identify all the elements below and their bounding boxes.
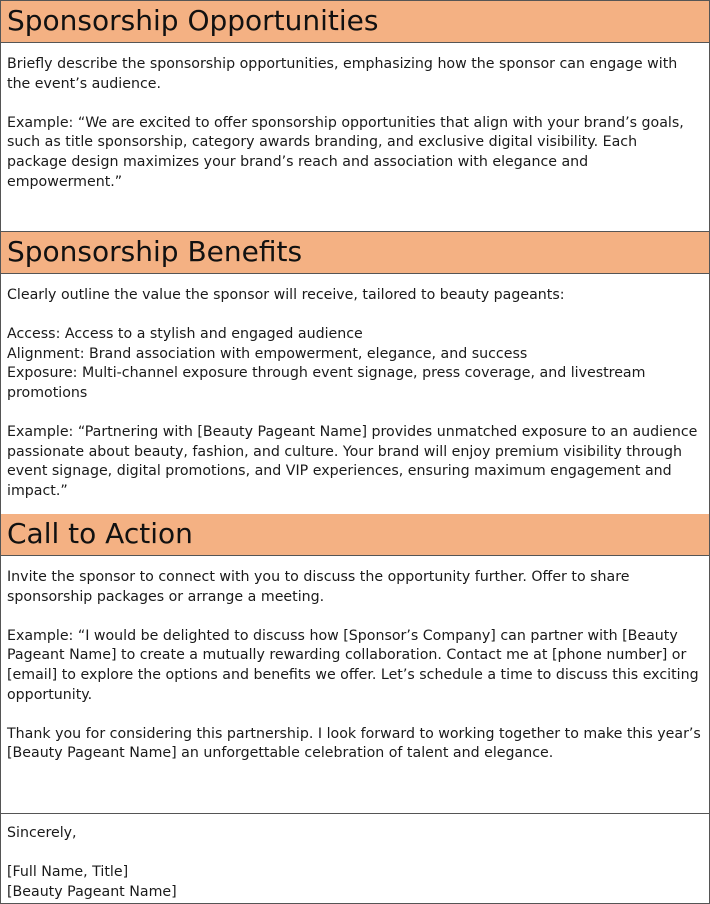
section-body bbox=[1, 274, 709, 515]
section-closing: Thank you for considering this partnership. I look forward to working together to make this year’s [Beauty Pageant Name] an unforgettable celebration of talent and elegance. bbox=[7, 725, 701, 762]
signer-organization: [Beauty Pageant Name] bbox=[7, 883, 177, 900]
section-heading: Call to Action bbox=[1, 514, 709, 556]
section-heading: Sponsorship Opportunities bbox=[1, 1, 709, 43]
section-sponsorship-opportunities bbox=[1, 1, 709, 232]
section-call-to-action bbox=[1, 514, 709, 814]
benefit-alignment: Alignment: Brand association with empowerment, elegance, and success bbox=[7, 345, 528, 362]
benefit-exposure: Exposure: Multi-channel exposure through event signage, press coverage, and livestream promotions bbox=[7, 365, 646, 401]
section-body bbox=[1, 43, 709, 232]
benefit-access: Access: Access to a stylish and engaged audience bbox=[7, 326, 363, 343]
signoff-body bbox=[1, 814, 709, 903]
section-intro: Invite the sponsor to connect with you to discuss the opportunity further. Offer to share sponsorship packages or arrange a meeting. bbox=[7, 569, 630, 605]
section-body bbox=[1, 556, 709, 814]
section-example: Example: “We are excited to offer sponsorship opportunities that align with your brand’s goals, such as title sponsorship, category awards branding, and exclusive digital visibility. Each package design maximizes your brand’s reach and association with elegance and empowerment.” bbox=[7, 114, 684, 190]
signoff-block bbox=[1, 814, 709, 903]
section-sponsorship-benefits bbox=[1, 232, 709, 515]
salutation: Sincerely, bbox=[7, 825, 77, 841]
section-intro: Briefly describe the sponsorship opportunities, emphasizing how the sponsor can engage with the event’s audience. bbox=[7, 56, 678, 92]
section-heading: Sponsorship Benefits bbox=[1, 232, 709, 274]
section-example: Example: “I would be delighted to discuss how [Sponsor’s Company] can partner with [Beauty Pageant Name] to create a mutually rewarding collaboration. Contact me at [phone number] or [email] to explore the options and benefits we offer. Let’s schedule a time to discuss this exciting opportunity. bbox=[7, 627, 699, 703]
section-example: Example: “Partnering with [Beauty Pageant Name] provides unmatched exposure to an audience passionate about beauty, fashion, and culture. Your brand will enjoy premium visibility through event signage, digital promotions, and VIP experiences, ensuring maximum engagement and impact.” bbox=[7, 424, 698, 499]
signer-name-title: [Full Name, Title] bbox=[7, 864, 129, 881]
section-intro: Clearly outline the value the sponsor will receive, tailored to beauty pageants: bbox=[7, 287, 565, 303]
